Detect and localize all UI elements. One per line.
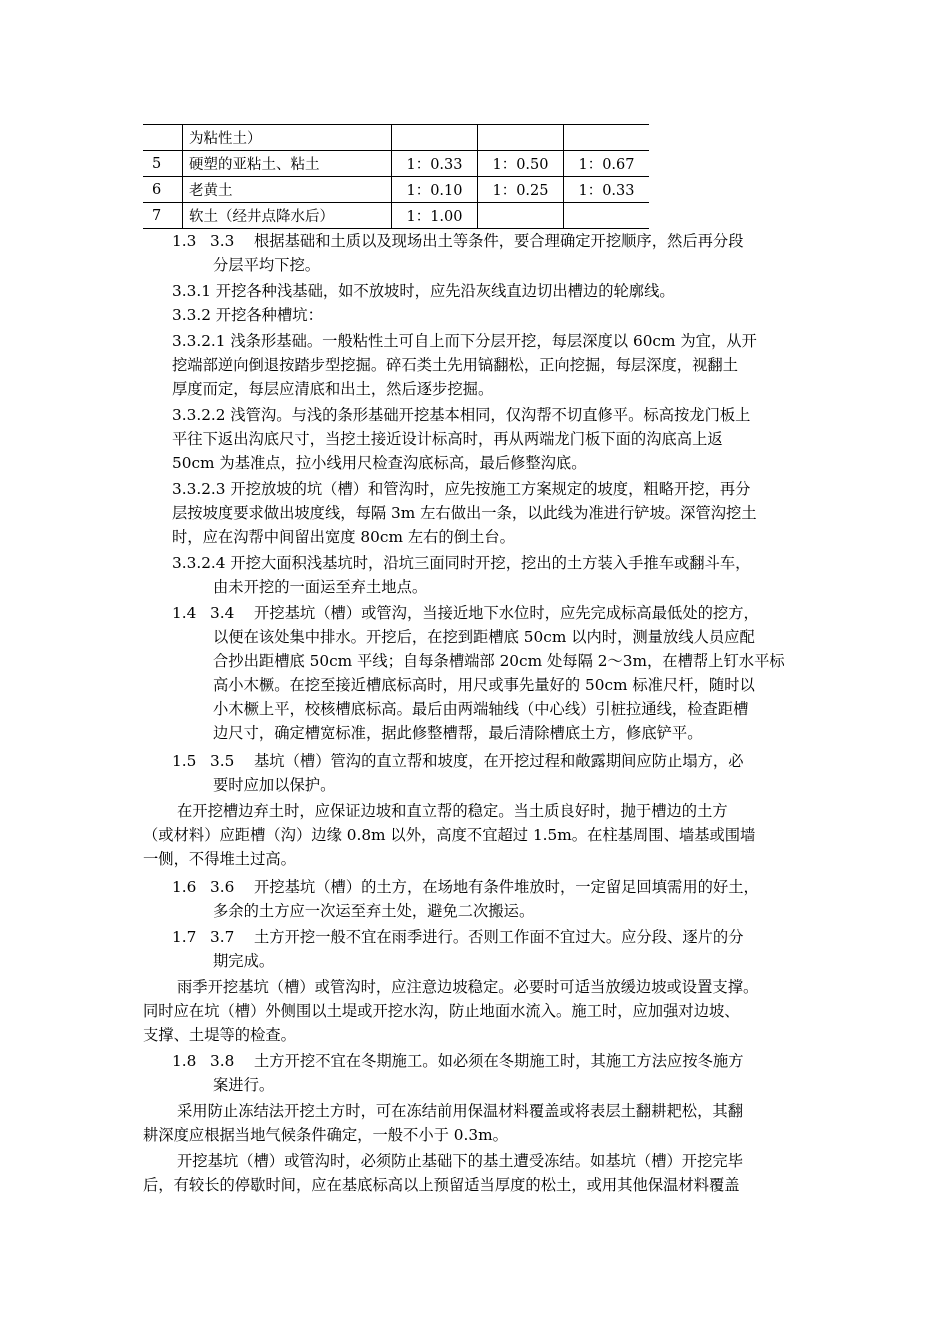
table-row [143,203,649,229]
clause-3-8-line-1 [172,1050,744,1074]
table-cell-ratio: 1：0.25 [478,177,564,203]
table-cell-no: 5 [143,151,183,177]
table-row [143,151,649,177]
clause-3-3-2-3-line-3: 时，应在沟帮中间留出宽度 80cm 左右的倒土台。 [172,528,515,546]
table-cell-no: 6 [143,177,183,203]
clause-text: 基坑（槽）管沟的直立帮和坡度，在开挖过程和敞露期间应防止塌方，必 [254,752,744,770]
clause-number: 3.4 [210,604,235,622]
clause-3-8-line-2: 案进行。 [213,1076,275,1094]
clause-number: 3.7 [210,928,235,946]
table-cell-ratio [564,203,650,229]
clause-3-3-2-2-line-3: 50cm 为基准点，拉小线用尺检查沟底标高，最后修整沟底。 [172,454,587,472]
clause-3-6-line-1 [172,876,759,900]
table-cell-ratio: 1：0.33 [578,183,635,199]
clause-3-4-line-6: 边尺寸，确定槽宽标准，据此修整槽帮，最后清除槽底土方，修底铲平。 [213,724,703,742]
clause-number: 1.8 [172,1052,197,1070]
table-row [143,177,649,203]
table-cell-ratio: 1：0.50 [478,151,564,177]
clause-3-3-line-1 [172,230,744,254]
clause-number: 1.6 [172,878,197,896]
table-cell-soil: 软土（经井点降水后） [183,203,392,229]
table-cell-no: 7 [143,203,183,229]
table-row [143,125,649,151]
paragraph-frost-line-2: 耕深度应根据当地气候条件确定，一般不小于 0.3m。 [143,1126,508,1144]
clause-text: 土方开挖一般不宜在雨季进行。否则工作面不宜过大。应分段、逐片的分 [254,928,744,946]
clause-3-3-2-1-line-3: 厚度而定，每层应清底和出土，然后逐步挖掘。 [172,380,494,398]
paragraph-rain-line-2: 同时应在坑（槽）外侧围以土堤或开挖水沟，防止地面水流入。施工时，应加强对边坡、 [143,1002,740,1020]
clause-number: 3.5 [210,752,235,770]
clause-3-3-2: 3.3.2 开挖各种槽坑： [172,306,323,324]
clause-3-3-line-2: 分层平均下挖。 [213,256,321,274]
clause-3-3-1: 3.3.1 开挖各种浅基础，如不放坡时，应先沿灰线直边切出槽边的轮廓线。 [172,282,675,300]
table-cell-no [143,125,183,151]
table-cell-ratio: 1：1.00 [392,203,478,229]
clause-number: 3.6 [210,878,235,896]
clause-number: 1.5 [172,752,197,770]
clause-text: 开挖基坑（槽）或管沟，当接近地下水位时，应先完成标高最低处的挖方， [254,604,759,622]
clause-3-3-2-2-line-1: 3.3.2.2 浅管沟。与浅的条形基础开挖基本相同，仅沟帮不切直修平。标高按龙门板上 [172,406,751,424]
paragraph-base-line-2: 后，有较长的停歇时间，应在基底标高以上预留适当厚度的松土，或用其他保温材料覆盖 [143,1176,740,1194]
paragraph-rain-line-3: 支撑、土堤等的检查。 [143,1026,296,1044]
table-cell-ratio: 1：0.10 [392,177,478,203]
table-cell-soil: 硬塑的亚粘土、粘土 [183,151,392,177]
clause-number: 3.3 [210,232,235,250]
clause-3-3-2-2-line-2: 平往下返出沟底尺寸，当挖土接近设计标高时，再从两端龙门板下面的沟底高上返 [172,430,723,448]
clause-text: 土方开挖不宜在冬期施工。如必须在冬期施工时，其施工方法应按冬施方 [254,1052,744,1070]
table-cell-ratio [392,125,478,151]
clause-3-7-line-1 [172,926,744,950]
paragraph-base-line-1: 开挖基坑（槽）或管沟时，必须防止基础下的基土遭受冻结。如基坑（槽）开挖完毕 [177,1152,743,1170]
table-cell-ratio: 1：0.67 [578,157,635,173]
clause-3-3-2-1-line-1: 3.3.2.1 浅条形基础。一般粘性土可自上而下分层开挖，每层深度以 60cm 为宜，从开 [172,332,757,350]
slope-table [143,124,649,229]
clause-3-3-2-4-line-1: 3.3.2.4 开挖大面积浅基坑时，沿坑三面同时开挖，挖出的土方装入手推车或翻斗车， [172,554,751,572]
clause-3-4-line-4: 高小木橛。在挖至接近槽底标高时，用尺或事先量好的 50cm 标准尺杆，随时以 [213,676,755,694]
table-cell-ratio [564,125,650,151]
clause-3-5-line-1 [172,750,744,774]
paragraph-spoil-line-2: （或材料）应距槽（沟）边缘 0.8m 以外，高度不宜超过 1.5m。在柱基周围、墙基或围墙 [143,826,756,844]
clause-number: 3.8 [210,1052,235,1070]
clause-3-3-2-3-line-2: 层按坡度要求做出坡度线，每隔 3m 左右做出一条，以此线为准进行铲坡。深管沟挖土 [172,504,757,522]
clause-number: 1.3 [172,232,197,250]
table-cell-ratio [478,203,564,229]
table-cell-soil: 老黄土 [183,177,392,203]
clause-3-3-2-4-line-2: 由未开挖的一面运至弃土地点。 [213,578,428,596]
paragraph-rain-line-1: 雨季开挖基坑（槽）或管沟时，应注意边坡稳定。必要时可适当放缓边坡或设置支撑。 [177,978,759,996]
clause-3-4-line-3: 合抄出距槽底 50cm 平线；自每条槽端部 20cm 处每隔 2～3m，在槽帮上钉水平标 [213,652,785,670]
clause-3-5-line-2: 要时应加以保护。 [213,776,336,794]
table-cell-ratio [478,125,564,151]
paragraph-frost-line-1: 采用防止冻结法开挖土方时，可在冻结前用保温材料覆盖或将表层土翻耕耙松，其翻 [177,1102,743,1120]
clause-number: 1.7 [172,928,197,946]
clause-text: 根据基础和土质以及现场出土等条件，要合理确定开挖顺序，然后再分段 [254,232,744,250]
paragraph-spoil-line-1: 在开挖槽边弃土时，应保证边坡和直立帮的稳定。当土质良好时，抛于槽边的土方 [177,802,728,820]
clause-3-3-2-1-line-2: 挖端部逆向倒退按踏步型挖掘。碎石类土先用镐翻松，正向挖掘，每层深度，视翻土 [172,356,738,374]
clause-3-4-line-2: 以便在该处集中排水。开挖后，在挖到距槽底 50cm 以内时，测量放线人员应配 [213,628,755,646]
clause-number: 1.4 [172,604,197,622]
clause-text: 开挖基坑（槽）的土方，在场地有条件堆放时，一定留足回填需用的好土， [254,878,759,896]
clause-3-3-2-3-line-1: 3.3.2.3 开挖放坡的坑（槽）和管沟时，应先按施工方案规定的坡度，粗略开挖，再分 [172,480,751,498]
table-cell-ratio: 1：0.33 [392,151,478,177]
table-cell-soil: 为粘性土） [183,125,392,151]
clause-3-6-line-2: 多余的土方应一次运至弃土处，避免二次搬运。 [213,902,535,920]
clause-3-4-line-5: 小木橛上平，校核槽底标高。最后由两端轴线（中心线）引桩拉通线，检查距槽 [213,700,749,718]
clause-3-7-line-2: 期完成。 [213,952,275,970]
clause-3-4-line-1 [172,602,759,626]
paragraph-spoil-line-3: 一侧，不得堆土过高。 [143,850,296,868]
